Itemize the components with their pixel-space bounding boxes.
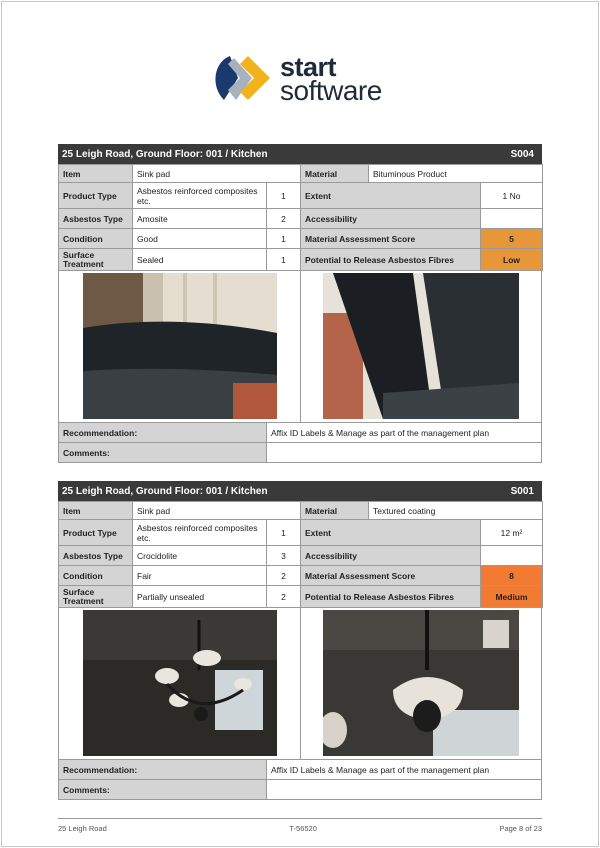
extent-label: Extent [301, 520, 481, 546]
logo-text-start: start [280, 52, 337, 82]
photo-row [58, 608, 542, 760]
logo-text-software: software [280, 75, 382, 106]
product-type-value: Asbestos reinforced composites etc. [133, 520, 267, 546]
comments-value [267, 780, 541, 799]
surface-treatment-label: Surface Treatment [59, 249, 133, 271]
comments-label: Comments: [59, 443, 267, 462]
surface-treatment-score: 2 [267, 586, 301, 608]
item-value: Sink pad [133, 165, 301, 183]
product-type-label: Product Type [59, 520, 133, 546]
product-type-score: 1 [267, 520, 301, 546]
product-type-label: Product Type [59, 183, 133, 209]
page-footer [58, 818, 542, 833]
asbestos-type-score: 3 [267, 546, 301, 566]
item-value: Sink pad [133, 502, 301, 520]
comments-row [58, 443, 542, 463]
recommendation-value: Affix ID Labels & Manage as part of the management plan [271, 427, 490, 438]
accessibility-value [481, 546, 543, 566]
material-label: Material [301, 502, 369, 520]
start-software-logo [208, 52, 398, 106]
comments-row [58, 780, 542, 800]
chandelier-closeup-photo [323, 610, 519, 756]
material-assessment-score-label: Material Assessment Score [301, 229, 481, 249]
material-assessment-score-label: Material Assessment Score [301, 566, 481, 586]
record-header [58, 481, 542, 501]
material-value: Bituminous Product [369, 165, 543, 183]
record-header [58, 144, 542, 164]
logo-mark-icon [208, 52, 280, 106]
asbestos-type-label: Asbestos Type [59, 546, 133, 566]
product-type-value: Asbestos reinforced composites etc. [133, 183, 267, 209]
asbestos-record-s004 [58, 144, 542, 463]
asbestos-type-value: Amosite [133, 209, 267, 229]
condition-label: Condition [59, 229, 133, 249]
condition-score: 2 [267, 566, 301, 586]
black-sink-pad-photo [83, 273, 277, 419]
recommendation-label: Recommendation: [59, 760, 267, 779]
photo-cell-left [59, 271, 300, 422]
record-location: 25 Leigh Road, Ground Floor: 001 / Kitchen [62, 485, 268, 497]
photo-cell-left [59, 608, 300, 759]
condition-label: Condition [59, 566, 133, 586]
recommendation-label: Recommendation: [59, 423, 267, 442]
record-code: S004 [510, 148, 534, 160]
extent-value: 1 No [481, 183, 543, 209]
fibre-release-label: Potential to Release Asbestos Fibres [301, 586, 481, 608]
asbestos-type-score: 2 [267, 209, 301, 229]
extent-label: Extent [301, 183, 481, 209]
surface-treatment-value: Sealed [133, 249, 267, 271]
footer-job-number: T-56520 [289, 824, 317, 833]
surface-treatment-score: 1 [267, 249, 301, 271]
record-table [58, 501, 543, 608]
fibre-release-value: Medium [481, 586, 543, 608]
extent-value: 12 m² [481, 520, 543, 546]
asbestos-type-value: Crocidolite [133, 546, 267, 566]
photo-cell-right [300, 608, 541, 759]
comments-label: Comments: [59, 780, 267, 799]
asbestos-record-s001 [58, 481, 542, 800]
condition-value: Fair [133, 566, 267, 586]
material-value: Textured coating [369, 502, 543, 520]
recommendation-row [58, 423, 542, 443]
item-label: Item [59, 165, 133, 183]
accessibility-label: Accessibility [301, 209, 481, 229]
footer-page-number: Page 8 of 23 [499, 824, 542, 833]
material-label: Material [301, 165, 369, 183]
footer-address: 25 Leigh Road [58, 824, 107, 833]
condition-score: 1 [267, 229, 301, 249]
material-assessment-score-value: 8 [481, 566, 543, 586]
surface-treatment-value: Partially unsealed [133, 586, 267, 608]
accessibility-value [481, 209, 543, 229]
surface-treatment-label: Surface Treatment [59, 586, 133, 608]
item-label: Item [59, 502, 133, 520]
recommendation-row [58, 760, 542, 780]
material-assessment-score-value: 5 [481, 229, 543, 249]
recommendation-value: Affix ID Labels & Manage as part of the management plan [271, 764, 490, 775]
accessibility-label: Accessibility [301, 546, 481, 566]
black-sink-pad-closeup-photo [323, 273, 519, 419]
record-location: 25 Leigh Road, Ground Floor: 001 / Kitchen [62, 148, 268, 160]
fibre-release-label: Potential to Release Asbestos Fibres [301, 249, 481, 271]
record-code: S001 [510, 485, 534, 497]
condition-value: Good [133, 229, 267, 249]
photo-row [58, 271, 542, 423]
chandelier-photo [83, 610, 277, 756]
record-table [58, 164, 543, 271]
photo-cell-right [300, 271, 541, 422]
product-type-score: 1 [267, 183, 301, 209]
comments-value [267, 443, 541, 462]
asbestos-type-label: Asbestos Type [59, 209, 133, 229]
fibre-release-value: Low [481, 249, 543, 271]
